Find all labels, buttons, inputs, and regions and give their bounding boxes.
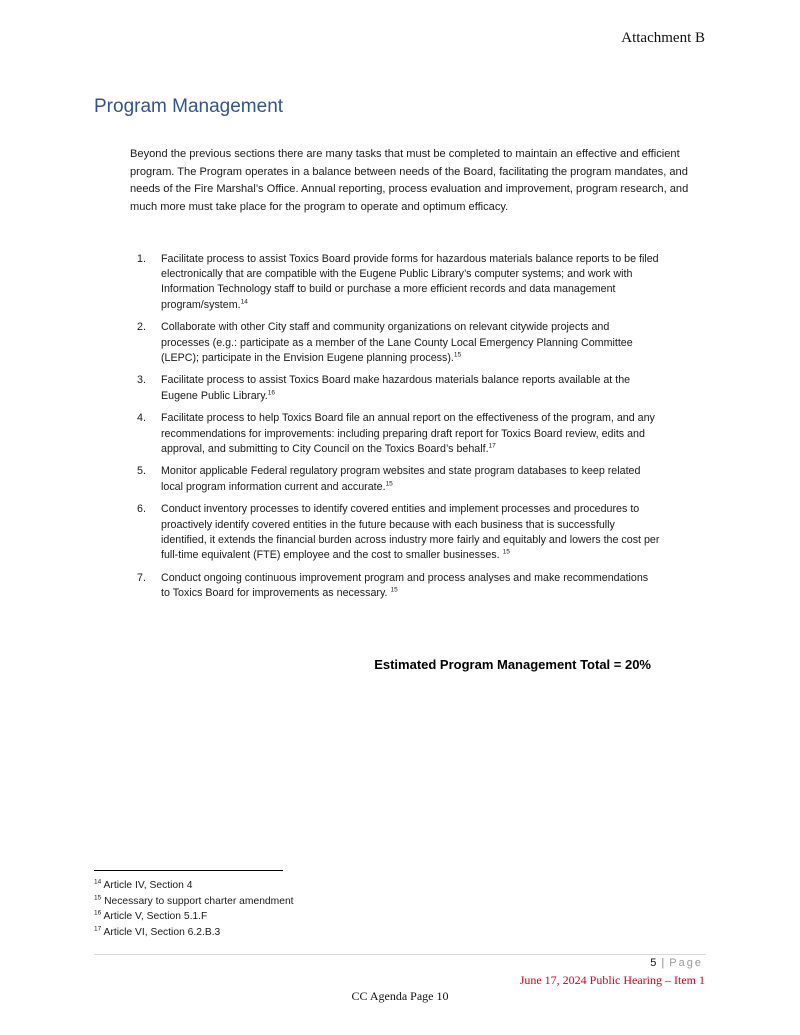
program-total: Estimated Program Management Total = 20%: [374, 657, 651, 672]
footnote: [94, 894, 294, 910]
page-number-value: 5: [650, 957, 657, 969]
footnote-ref: 16: [267, 389, 275, 397]
task-number: 6.: [137, 503, 146, 516]
footnote-text: Article IV, Section 4: [103, 880, 193, 891]
task-item: [130, 464, 660, 494]
task-item: [130, 373, 660, 403]
attachment-label: Attachment B: [621, 30, 705, 46]
task-number: 1.: [137, 253, 146, 265]
task-text: Facilitate process to assist Toxics Board provide forms for hazardous materials balance reports to be filed electronically that are compatible with the Eugene Public Library’s computer systems; and work with Information Technology staff to build or purchase a more efficient records and data management program/system.: [161, 253, 659, 311]
footnote-text: Article V, Section 5.1.F: [103, 911, 208, 923]
intro-paragraph: Beyond the previous sections there are many tasks that must be completed to maintain an effective and efficient program. The Program operates in a balance between needs of the Board, facilitating the program mandates, and needs of the Fire Marshal’s Office. Annual reporting, process evaluation and improvement, program research, and much more must take place for the program to operate and optimum efficacy.: [130, 148, 689, 213]
footnote-ref: 17: [488, 442, 496, 450]
page-label: Page: [669, 957, 703, 969]
footnote-ref: 14: [240, 298, 248, 306]
footnote: [94, 878, 294, 894]
footnote-ref: 15: [390, 586, 398, 594]
footnotes: [94, 878, 294, 940]
footnote-ref: 15: [502, 548, 510, 556]
task-number: 5.: [137, 465, 146, 478]
task-item: [130, 320, 660, 366]
task-list: [130, 252, 660, 609]
footnote-ref: 15: [385, 480, 393, 488]
footer-divider: [94, 954, 706, 955]
task-text: Facilitate process to help Toxics Board file an annual report on the effectiveness of the program, and any recommendations for improvements: including preparing draft report for Toxics Board review, edits and approval, and submitting to City Council on the Toxics Board’s behalf.: [161, 412, 655, 455]
footnote-text: Article VI, Section 6.2.B.3: [103, 926, 221, 938]
footnote-ref: 15: [453, 351, 462, 359]
footnote-number: 14: [94, 878, 102, 886]
task-number: 7.: [137, 571, 146, 584]
task-text: Conduct inventory processes to identify covered entities and implement processes and procedures to proactively identify covered entities in the future because with each business that is successfully identified, it extends the financial burden across industry more fairly and equitably and lowers the cost per full-time equivalent (FTE) employee and the cost to smaller businesses.: [161, 503, 660, 561]
agenda-page: CC Agenda Page 10: [351, 989, 449, 1003]
footnote-number: 15: [94, 894, 102, 902]
footnote-number: 17: [94, 925, 102, 933]
footnote: [94, 909, 294, 925]
task-number: 3.: [137, 374, 146, 387]
footnote-number: 16: [94, 909, 102, 917]
page-separator: |: [661, 957, 665, 969]
page-number: [650, 957, 703, 969]
task-item: [130, 571, 660, 601]
task-item: [130, 411, 660, 457]
footnote: [94, 925, 294, 941]
task-number: 2.: [137, 321, 146, 334]
task-text: Facilitate process to assist Toxics Board make hazardous materials balance reports available at the Eugene Public Library.: [161, 374, 631, 402]
footnote-text: Necessary to support charter amendment: [104, 895, 294, 907]
hearing-label: June 17, 2024 Public Hearing – Item 1: [519, 973, 705, 987]
task-number: 4.: [137, 412, 146, 425]
task-item: [130, 252, 660, 313]
task-text: Conduct ongoing continuous improvement program and process analyses and make recommendations to Toxics Board for improvements as necessary.: [161, 571, 649, 599]
section-title: Program Management: [94, 96, 284, 117]
task-text: Monitor applicable Federal regulatory program websites and state program databases to keep related local program information current and accurate.: [161, 465, 641, 493]
task-item: [130, 502, 660, 563]
task-text: Collaborate with other City staff and community organizations on relevant citywide projects and processes (e.g.: participate as a member of the Lane County Local Emergency Planning Committee (LEPC); participate in the Envision Eugene planning process).: [161, 321, 633, 364]
footnote-divider: [94, 870, 283, 871]
